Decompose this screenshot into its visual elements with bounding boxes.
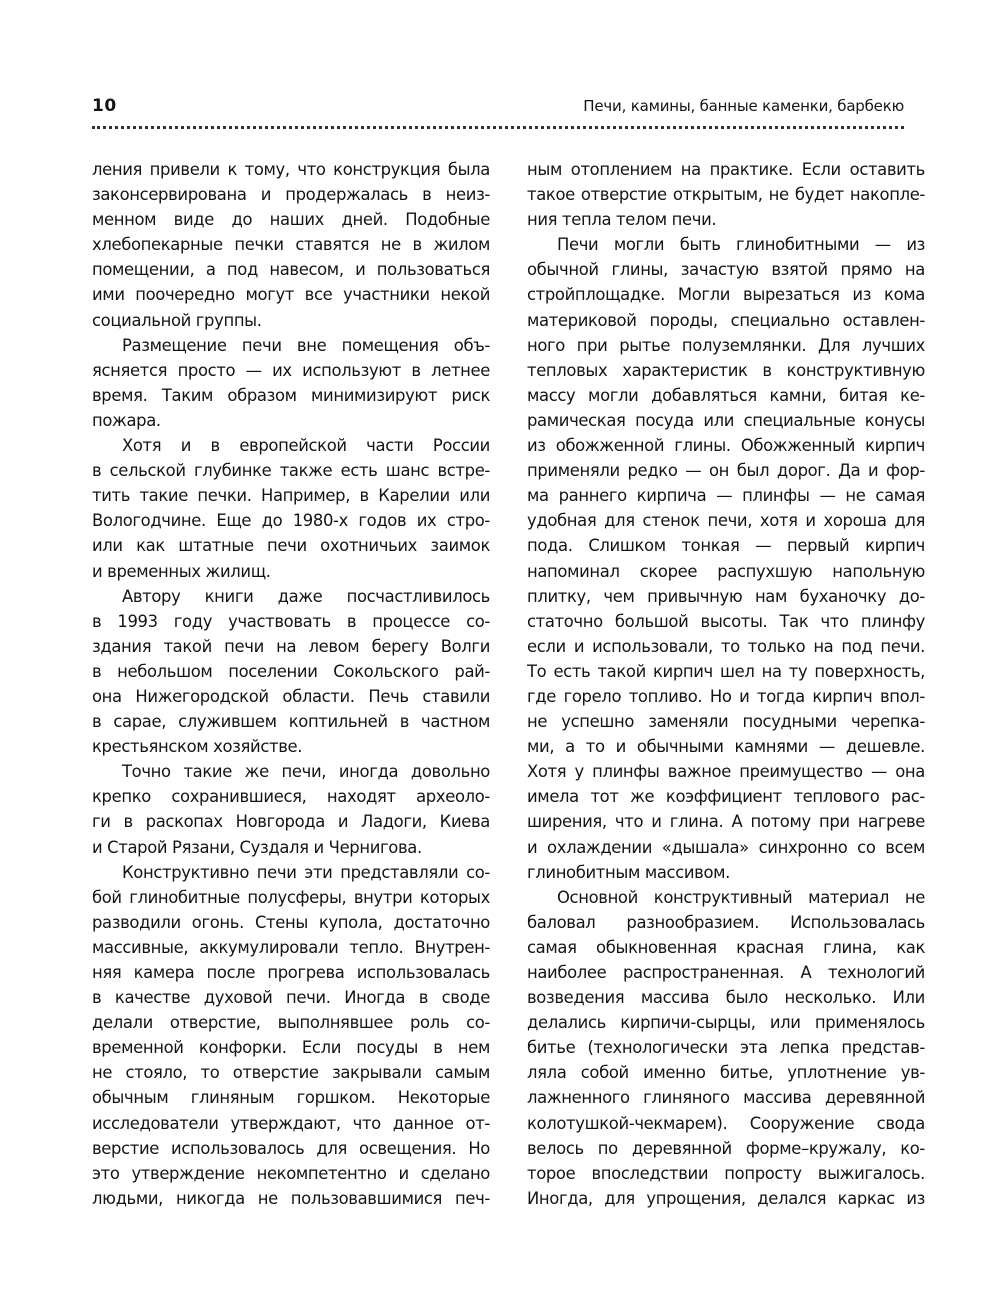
text-line: в небольшом поселении Сокольского рай- (92, 661, 490, 681)
text-line: колотушкой-чекмарем). Сооружение свода (527, 1113, 925, 1133)
text-line: Иногда, для упрощения, делался каркас из (527, 1188, 925, 1208)
text-line: ги в раскопах Новгорода и Ладоги, Киева (92, 812, 490, 832)
text-line: социальной группы. (92, 310, 262, 330)
text-line: няя камера после прогрева использовалась (92, 963, 490, 982)
text-line: и Старой Рязани, Суздаля и Чернигова. (92, 837, 422, 857)
paragraph (92, 157, 490, 333)
text-line: массивные, аккумулировали тепло. Внутрен- (92, 937, 490, 957)
paragraph (92, 333, 490, 433)
paragraph (92, 584, 490, 760)
text-line: торое впоследствии попросту выжигалось. (527, 1163, 925, 1183)
text-line: временной конфорки. Если посуды в нем (92, 1038, 490, 1058)
text-line: ма раннего кирпича — плинфы — не самая (527, 486, 925, 506)
text-line: тить такие печки. Например, в Карелии или (92, 486, 490, 506)
paragraph (527, 885, 925, 1211)
text-line: такое отверстие открытым, не будет накопле- (527, 185, 925, 205)
text-line: битье (технологически эта лепка представ- (527, 1038, 925, 1058)
text-line: в сарае, служившем коптильней в частном (92, 712, 490, 732)
page-number: 10 (92, 96, 117, 116)
text-line: бой глинобитные полусферы, внутри которых (92, 887, 490, 907)
text-line: наиболее распространенная. А технологий (527, 963, 925, 982)
text-line: ления привели к тому, что конструкция была (92, 160, 490, 179)
text-line: помещении, а под навесом, и пользоваться (92, 260, 490, 280)
text-line: и охлаждении «дышала» синхронно со всем (527, 837, 925, 857)
text-line: ясняется просто — их используют в летнее (92, 360, 490, 380)
text-line: удобная для стенок печи, хотя и хороша для (527, 511, 925, 531)
text-line: если и использовали, то только на под печи. (527, 636, 925, 656)
text-line: не успешно заменяли посудными черепка- (527, 712, 925, 732)
text-line: разводили огонь. Стены купола, достаточно (92, 912, 490, 932)
paragraph (92, 759, 490, 859)
text-line: плитку, чем привычную нам буханочку до- (527, 586, 925, 606)
text-line: тепловых характеристик в конструктивную (527, 360, 925, 380)
text-line: в качестве духовой печи. Иногда в своде (92, 988, 490, 1008)
text-column-right (527, 157, 925, 1211)
text-line: велось по деревянной форме–кружалу, ко- (527, 1138, 925, 1158)
text-line: стройплощадке. Могли вырезаться из кома (527, 285, 925, 305)
text-line: ным отоплением на практике. Если оставить (527, 160, 925, 179)
text-line: имела тот же коэффициент теплового рас- (527, 787, 925, 807)
text-line: время. Таким образом минимизируют риск (92, 385, 490, 405)
text-line: крепко сохранившиеся, находят археоло- (92, 787, 490, 807)
text-line: применяли редко — он был дорог. Да и фор- (527, 461, 925, 481)
paragraph (92, 860, 490, 1211)
text-line: материковой породы, специально оставлен- (527, 310, 925, 330)
text-line: пода. Слишком тонкая — первый кирпич (527, 536, 925, 556)
text-line: здания такой печи на левом берегу Волги (92, 636, 490, 656)
text-line: возведения массива было несколько. Или (527, 988, 925, 1008)
text-line: Размещение печи вне помещения объ- (122, 335, 490, 355)
text-line: Точно такие же печи, иногда довольно (122, 762, 490, 782)
text-line: обычным глиняным горшком. Некоторые (92, 1088, 490, 1108)
text-line: и временных жилищ. (92, 561, 271, 581)
text-line: баловал разнообразием. Использовалась (527, 912, 925, 932)
text-line: где горело топливо. Но и тогда кирпич впол- (527, 686, 925, 706)
text-line: из обожженной глины. Обожженный кирпич (527, 436, 925, 456)
paragraph (527, 232, 925, 884)
text-line: ного при рытье полуземлянки. Для лучших (527, 335, 925, 355)
text-line: в 1993 году участвовать в процессе со- (92, 611, 490, 631)
text-line: верстие использовалось для освещения. Но (92, 1138, 490, 1158)
text-line: То есть такой кирпич шел на ту поверхность, (527, 661, 925, 681)
paragraph (527, 157, 925, 232)
text-line: в сельской глубинке также есть шанс встре- (92, 461, 490, 481)
text-line: Конструктивно печи эти представляли со- (122, 862, 490, 882)
text-line: она Нижегородской области. Печь ставили (92, 686, 490, 706)
text-line: крестьянском хозяйстве. (92, 737, 303, 757)
text-line: массу могли добавляться камни, битая ке- (527, 385, 925, 405)
text-line: делались кирпичи-сырцы, или применялось (527, 1013, 925, 1033)
text-line: это утверждение некомпетентно и сделано (92, 1163, 490, 1183)
header-dotted-rule (92, 126, 904, 129)
running-title: Печи, камины, банные каменки, барбекю (583, 97, 904, 115)
text-column-left (92, 157, 490, 1211)
text-line: напоминал скорее распухшую напольную (527, 561, 925, 581)
text-line: рамическая посуда или специальные конусы (527, 410, 925, 430)
text-line: ими поочередно могут все участники некой (92, 285, 490, 305)
text-line: пожара. (92, 410, 161, 430)
text-line: глинобитным массивом. (527, 862, 731, 882)
text-line: делали отверстие, выполнявшее роль со- (92, 1013, 490, 1033)
text-line: людьми, никогда не пользовавшимися печ- (92, 1188, 490, 1208)
page-header (92, 96, 904, 124)
text-line: обычной глины, зачастую взятой прямо на (527, 260, 925, 280)
text-line: ляла собой именно битье, уплотнение ув- (527, 1063, 925, 1083)
text-line: Хотя у плинфы важное преимущество — она (527, 762, 925, 782)
text-line: Хотя и в европейской части России (122, 436, 490, 456)
text-line: исследователи утверждают, что данное от- (92, 1113, 490, 1133)
paragraph (92, 433, 490, 584)
text-line: Основной конструктивный материал не (557, 887, 925, 907)
text-line: Печи могли быть глинобитными — из (557, 235, 925, 255)
text-line: хлебопекарные печки ставятся не в жилом (92, 235, 490, 255)
text-line: ми, а то и обычными камнями — дешевле. (527, 737, 925, 757)
text-line: не стояло, то отверстие закрывали самым (92, 1063, 490, 1083)
text-line: или как штатные печи охотничьих заимок (92, 536, 490, 556)
text-line: самая обыкновенная красная глина, как (527, 937, 925, 957)
text-line: менном виде до наших дней. Подобные (92, 210, 490, 230)
text-line: законсервирована и продержалась в неиз- (92, 185, 490, 205)
text-line: ния тепла телом печи. (527, 210, 717, 230)
text-line: лажненного глиняного массива деревянной (527, 1088, 925, 1108)
text-line: Автору книги даже посчастливилось (122, 586, 490, 606)
text-line: Вологодчине. Еще до 1980-х годов их стро- (92, 511, 490, 531)
text-line: статочно большой высоты. Так что плинфу (527, 611, 925, 631)
text-line: ширения, что и глина. А потому при нагреве (527, 812, 925, 832)
